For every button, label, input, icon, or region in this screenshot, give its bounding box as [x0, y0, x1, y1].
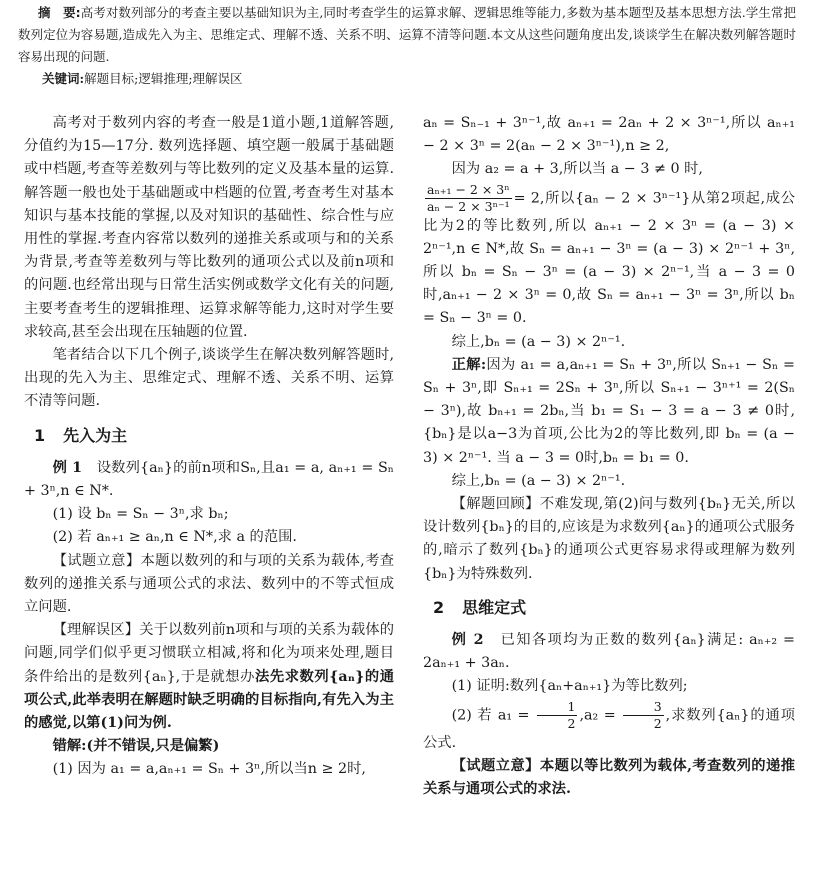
misconception-bold-text: 法先求数列{aₙ}的通项公式,此举表明在解题时缺乏明确的目标指向,有先入为主的感觉,以第(1)问为例. — [24, 668, 394, 732]
section-title: 思维定式 — [462, 597, 527, 617]
left-column — [24, 112, 394, 782]
derivation-line-1: aₙ = Sₙ₋₁ + 3ⁿ⁻¹,故 aₙ₊₁ = 2aₙ + 2 × 3ⁿ⁻¹,所以 aₙ₊₁ − 2 × 3ⁿ = 2(aₙ − 2 × 3ⁿ⁻¹),n ≥ 2, — [423, 115, 795, 155]
summary-line-1: 综上,bₙ = (a − 3) × 2ⁿ⁻¹. — [451, 333, 626, 350]
derivation-text: = 2,所以{aₙ − 2 × 3ⁿ⁻¹}从第2项起,成公比为2的等比数列,所以 aₙ₊₁ − 2 × 3ⁿ = (a − 3) × 2ⁿ⁻¹,n ∈ N*,故 Sₙ = aₙ₊₁ − 3ⁿ = (a − 3) × 2ⁿ⁻¹ + 3ⁿ,所以 bₙ = Sₙ − 3ⁿ = (a − 3) × 2ⁿ⁻¹,当 a − 3 = 0时,aₙ₊₁ − 2 × 3ⁿ = 0,故 Sₙ = aₙ₊₁ − 3ⁿ = 3ⁿ,所以 bₙ = Sₙ − 3ⁿ = 0. — [423, 190, 795, 327]
intent-paragraph — [24, 550, 394, 620]
fraction-numerator: 1 — [537, 699, 578, 716]
misconception-paragraph — [24, 619, 394, 735]
example-text: 已知各项均为正数的数列{aₙ}满足: aₙ₊₂ = 2aₙ₊₁ + 3aₙ. — [423, 632, 795, 672]
question-text: (2) 若 a₁ = — [451, 707, 535, 724]
question-text: ,a₂ = — [579, 707, 622, 724]
review-label: 【解题回顾】 — [451, 496, 540, 513]
purpose-paragraph: 笔者结合以下几个例子,谈谈学生在解决数列解答题时,出现的先入为主、思维定式、理解不透、关系不明、运算不清等问题. — [24, 347, 394, 410]
fraction-denominator: aₙ − 2 × 3ⁿ⁻¹ — [427, 198, 510, 214]
intent-paragraph-2 — [423, 755, 795, 801]
fraction-numerator: 3 — [623, 699, 664, 716]
example-label: 例 1 — [52, 459, 83, 476]
section-title: 先入为主 — [63, 425, 128, 445]
review-text: 不难发现,第(2)问与数列{bₙ}无关,所以设计数列{bₙ}的目的,应该是为求数列{aₙ}的通项公式服务的,暗示了数列{bₙ}的通项公式更容易求得或理解为数列{bₙ}为特殊数列. — [423, 496, 796, 582]
fraction-a1 — [537, 699, 578, 732]
summary-line-2: 综上,bₙ = (a − 3) × 2ⁿ⁻¹. — [451, 472, 626, 489]
example-2-question-2 — [423, 699, 795, 755]
abstract-block — [18, 2, 796, 90]
example-1-question-2: (2) 若 aₙ₊₁ ≥ aₙ,n ∈ N*,求 a 的范围. — [52, 529, 297, 546]
section-heading-1 — [34, 424, 394, 447]
fraction-denominator: 2 — [653, 715, 662, 731]
fraction-denominator: 2 — [567, 715, 576, 731]
keywords-text: 解题目标;逻辑推理;理解误区 — [84, 71, 243, 86]
section-heading-2 — [433, 596, 795, 619]
misconception-label: 【理解误区】 — [52, 622, 140, 639]
right-column — [423, 112, 795, 801]
derivation-line-3 — [423, 182, 795, 331]
example-1-question-1: (1) 设 bₙ = Sₙ − 3ⁿ,求 bₙ; — [52, 506, 229, 523]
example-2 — [423, 629, 795, 675]
fraction-a2 — [623, 699, 664, 732]
correct-solution — [423, 354, 795, 470]
misconception-text: 关于以数列前n项和与项的关系为载体的问题,同学们似乎更习惯联立相减,将和化为项来处理,题目条件给出的是数列{aₙ},于是就想办 — [24, 622, 395, 685]
wrong-solution-text: (1) 因为 a₁ = a,aₙ₊₁ = Sₙ + 3ⁿ,所以当n ≥ 2时, — [52, 761, 366, 778]
derivation-line-2: 因为 a₂ = a + 3,所以当 a − 3 ≠ 0 时, — [451, 161, 703, 178]
example-label: 例 2 — [451, 632, 484, 649]
correct-solution-label: 正解: — [451, 356, 487, 373]
ratio-fraction — [425, 182, 512, 215]
section-number: 1 — [34, 425, 46, 445]
intent-label: 【试题立意】 — [52, 552, 141, 569]
example-2-question-1: (1) 证明:数列{aₙ+aₙ₊₁}为等比数列; — [451, 678, 688, 695]
keywords-label: 关键词: — [42, 71, 85, 86]
question-text: ,求数列{aₙ}的通项公式. — [423, 707, 795, 751]
intent-label: 【试题立意】 — [451, 757, 540, 774]
section-number: 2 — [433, 597, 445, 617]
intent-text: 本题以数列的和与项的关系为载体,考查数列的递推关系与通项公式的求法、数列中的不等式恒成立问题. — [24, 552, 395, 616]
example-1 — [24, 457, 394, 503]
intro-paragraph: 高考对于数列内容的考查一般是1道小题,1道解答题,分值约为15—17分. 数列选择题、填空题一般属于基础题或中档题,考查等差数列与等比数列的定义及基本量的运算.解答题一般也处于基础题或中档题的位置,考查考生对基本知识与基本技能的掌握,以及对知识的基础性、综合性与应用性的掌握.考查内容常以数列的递推关系或项与和的关系为背景,考查等差数列与等比数列的通项公式以及前n项和的问题.也经常出现与日常生活实例或数学文化有关的问题,主要考查考生的逻辑推理、运算求解等能力,这时对学生要求较高,甚至会出现在压轴题的位置. — [24, 115, 394, 340]
wrong-solution-label: 错解:(并不错误,只是偏繁) — [52, 738, 220, 755]
abstract-label: 摘 要: — [38, 5, 81, 20]
correct-solution-text: 因为 a₁ = a,aₙ₊₁ = Sₙ + 3ⁿ,所以 Sₙ₊₁ − Sₙ = Sₙ + 3ⁿ,即 Sₙ₊₁ = 2Sₙ + 3ⁿ,所以 Sₙ₊₁ − 3ⁿ⁺¹ = 2(Sₙ − 3ⁿ),故 bₙ₊₁ = 2bₙ,当 b₁ = S₁ − 3 = a − 3 ≠ 0时,{bₙ}是以a−3为首项,公比为2的等比数列,即 bₙ = (a − 3) × 2ⁿ⁻¹. 当 a − 3 = 0时,bₙ = b₁ = 0. — [423, 356, 795, 466]
fraction-numerator: aₙ₊₁ − 2 × 3ⁿ — [427, 181, 510, 197]
abstract-text: 高考对数列部分的考查主要以基础知识为主,同时考查学生的运算求解、逻辑思维等能力,多数为基本题型及基本思想方法.学生常把数列定位为容易题,造成先入为主、思维定式、理解不透、关系不明、运算不清等问题.本文从这些问题角度出发,谈谈学生在解决数列解答题时容易出现的问题. — [18, 5, 796, 64]
review-paragraph — [423, 493, 795, 586]
example-text: 设数列{aₙ}的前n项和Sₙ,且a₁ = a, aₙ₊₁ = Sₙ + 3ⁿ,n ∈ N*. — [24, 459, 394, 500]
intent-text: 本题以等比数列为载体,考查数列的递推关系与通项公式的求法. — [423, 757, 796, 798]
